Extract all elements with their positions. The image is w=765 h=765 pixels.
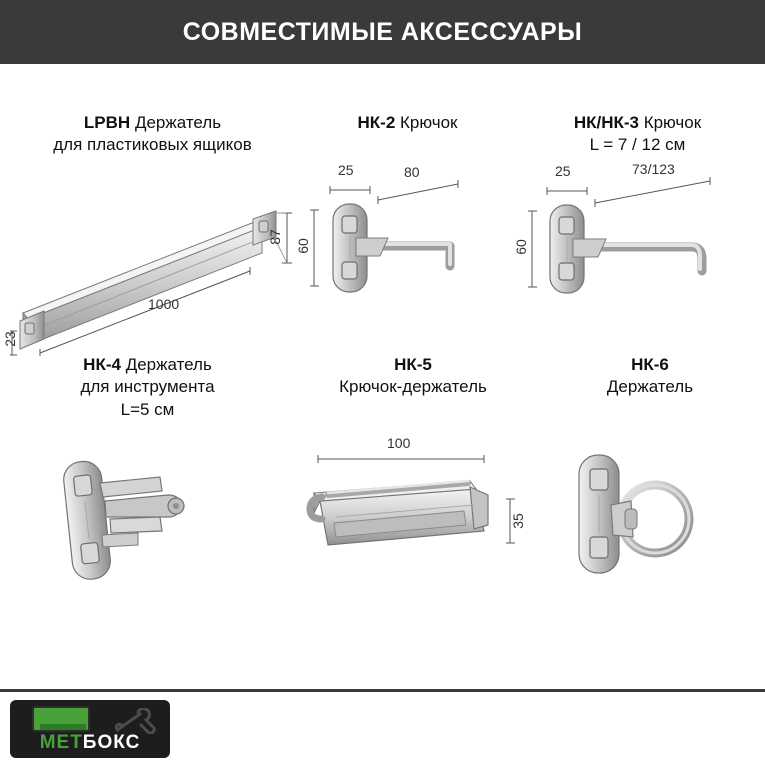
ring-holder-icon <box>545 439 755 609</box>
dimension-plate-height-60: 60 <box>294 238 311 255</box>
product-card-nk4 <box>10 354 285 603</box>
product-card-nk6 <box>545 354 755 609</box>
product-name-line1: Крючок <box>643 113 702 132</box>
product-title-nk5 <box>288 354 538 399</box>
dimension-hook-length-73-123: 73/123 <box>632 160 675 177</box>
shelf-hook-icon <box>288 439 538 609</box>
footer-divider <box>0 689 765 692</box>
product-figure-nk2 <box>294 162 515 331</box>
product-article: НК/НК-3 <box>573 113 639 132</box>
product-name-line2: для инструмента <box>80 377 215 397</box>
brand-name-part1: МЕТ <box>39 732 83 753</box>
product-card-nk5 <box>288 354 538 609</box>
dimension-depth-23: 23 <box>1 331 18 347</box>
dimension-height-87: 87 <box>266 229 283 245</box>
product-name-line3: L=5 см <box>120 399 175 419</box>
product-grid <box>0 64 765 689</box>
product-title-lpbh <box>10 112 295 157</box>
product-figure-nk5 <box>288 434 538 609</box>
dimension-plate-width-25: 25 <box>555 162 571 179</box>
product-title-nk2 <box>300 112 515 134</box>
product-title-nk6 <box>545 354 755 399</box>
product-name-line2: L = 7 / 12 см <box>589 135 686 155</box>
dimension-height-35: 35 <box>509 513 526 529</box>
brand-name <box>10 732 170 754</box>
product-title-nk3 <box>520 112 755 157</box>
dimension-plate-width-25: 25 <box>338 162 354 179</box>
dimension-length-1000: 1000 <box>148 295 180 312</box>
dimension-width-100: 100 <box>387 434 411 451</box>
product-article: LPBH <box>83 113 131 132</box>
brand-name-part2: БОКС <box>82 732 141 753</box>
product-card-nk2 <box>294 112 515 331</box>
toolbox-icon <box>32 706 90 732</box>
product-card-nk3 <box>512 112 755 332</box>
product-figure-lpbh <box>1 171 295 356</box>
dimension-hook-length-80: 80 <box>404 164 420 181</box>
tool-holder-icon <box>10 443 285 603</box>
product-figure-nk3 <box>512 160 755 332</box>
product-article: НК-5 <box>394 355 432 374</box>
header-banner <box>0 0 765 64</box>
single-hook-icon <box>300 166 515 331</box>
product-name-line1: Крючок <box>400 113 458 132</box>
product-name-line1: Держатель <box>134 113 222 132</box>
product-figure-nk6 <box>545 439 755 609</box>
product-title-nk4 <box>10 354 285 421</box>
product-name-line2: для пластиковых ящиков <box>53 135 252 155</box>
product-name-line1: Держатель <box>125 355 212 374</box>
product-article: НК-4 <box>83 355 121 374</box>
dimension-plate-height-60: 60 <box>512 239 529 255</box>
product-name-line1: Держатель <box>606 377 694 397</box>
wrench-icon <box>114 708 160 734</box>
page-title: СОВМЕСТИМЫЕ АКСЕССУАРЫ <box>182 17 583 46</box>
bracket-rail-icon <box>10 171 295 356</box>
brand-logo <box>10 700 170 758</box>
product-article: НК-6 <box>631 355 669 374</box>
product-article: НК-2 <box>357 113 396 132</box>
product-figure-nk4 <box>10 443 285 603</box>
product-name-line1: Крючок-держатель <box>339 377 487 397</box>
long-hook-icon <box>520 167 755 332</box>
product-card-lpbh <box>1 112 295 356</box>
